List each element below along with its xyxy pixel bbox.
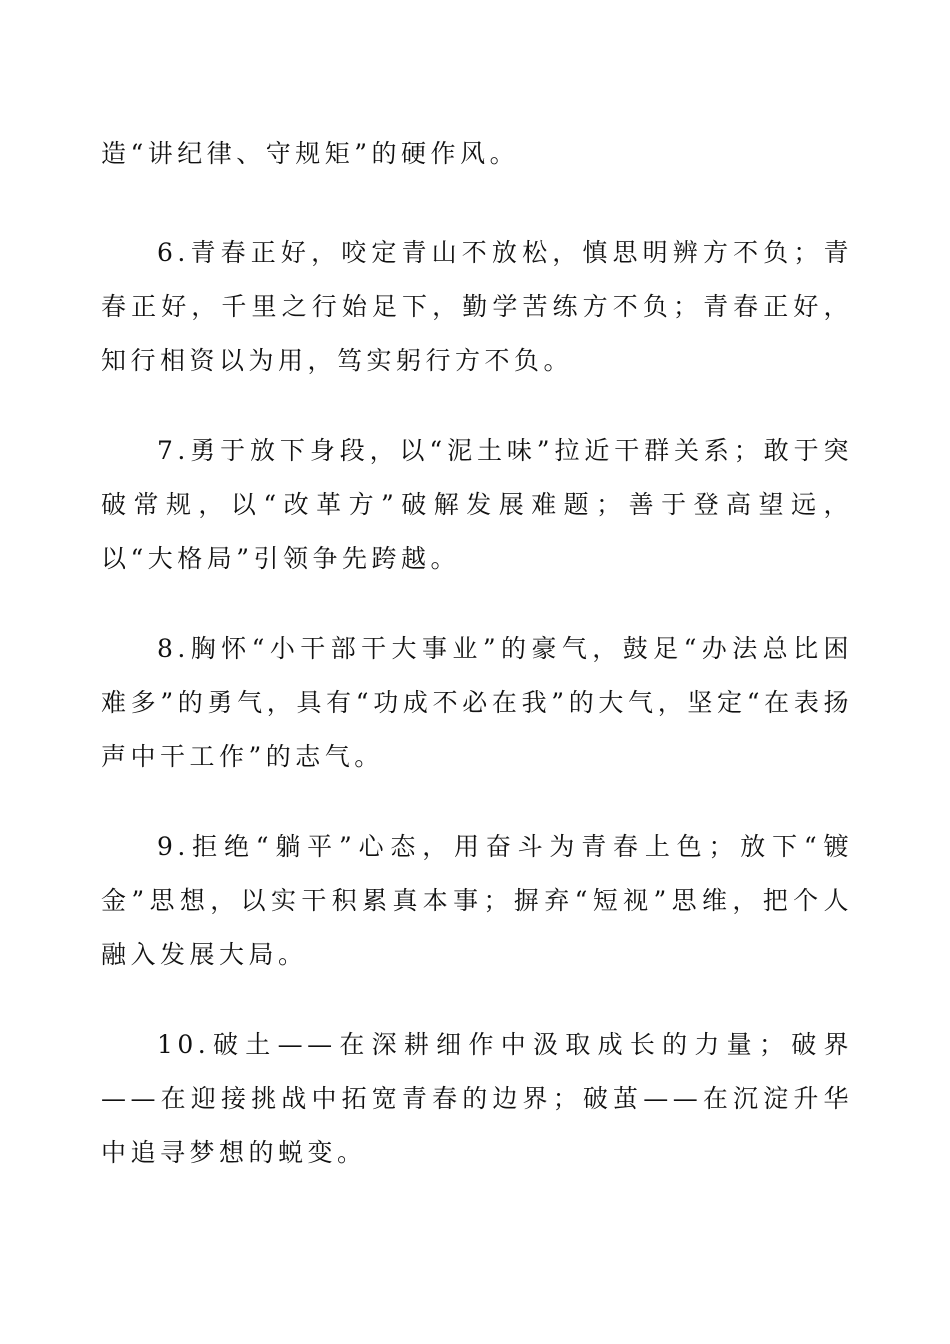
paragraph-item-6: 6.青春正好，咬定青山不放松，慎思明辨方不负；青春正好，千里之行始足下，勤学苦练方不负；青春正好，知行相资以为用，笃实躬行方不负。 [101,238,853,375]
paragraph-continuation: 造“讲纪律、守规矩”的硬作风。 [101,139,520,168]
paragraph-item-10: 10.破土——在深耕细作中汲取成长的力量；破界——在迎接挑战中拓宽青春的边界；破茧——在沉淀升华中追寻梦想的蜕变。 [101,1030,853,1167]
paragraph-item-7: 7.勇于放下身段，以“泥土味”拉近干群关系；敢于突破常规，以“改革方”破解发展难题；善于登高望远，以“大格局”引领争先跨越。 [101,436,853,573]
paragraph-item-9: 9.拒绝“躺平”心态，用奋斗为青春上色；放下“镀金”思想，以实干积累真本事；摒弃“短视”思维，把个人融入发展大局。 [101,832,853,969]
paragraph-item-8: 8.胸怀“小干部干大事业”的豪气，鼓足“办法总比困难多”的勇气，具有“功成不必在我”的大气，坚定“在表扬声中干工作”的志气。 [101,634,853,771]
